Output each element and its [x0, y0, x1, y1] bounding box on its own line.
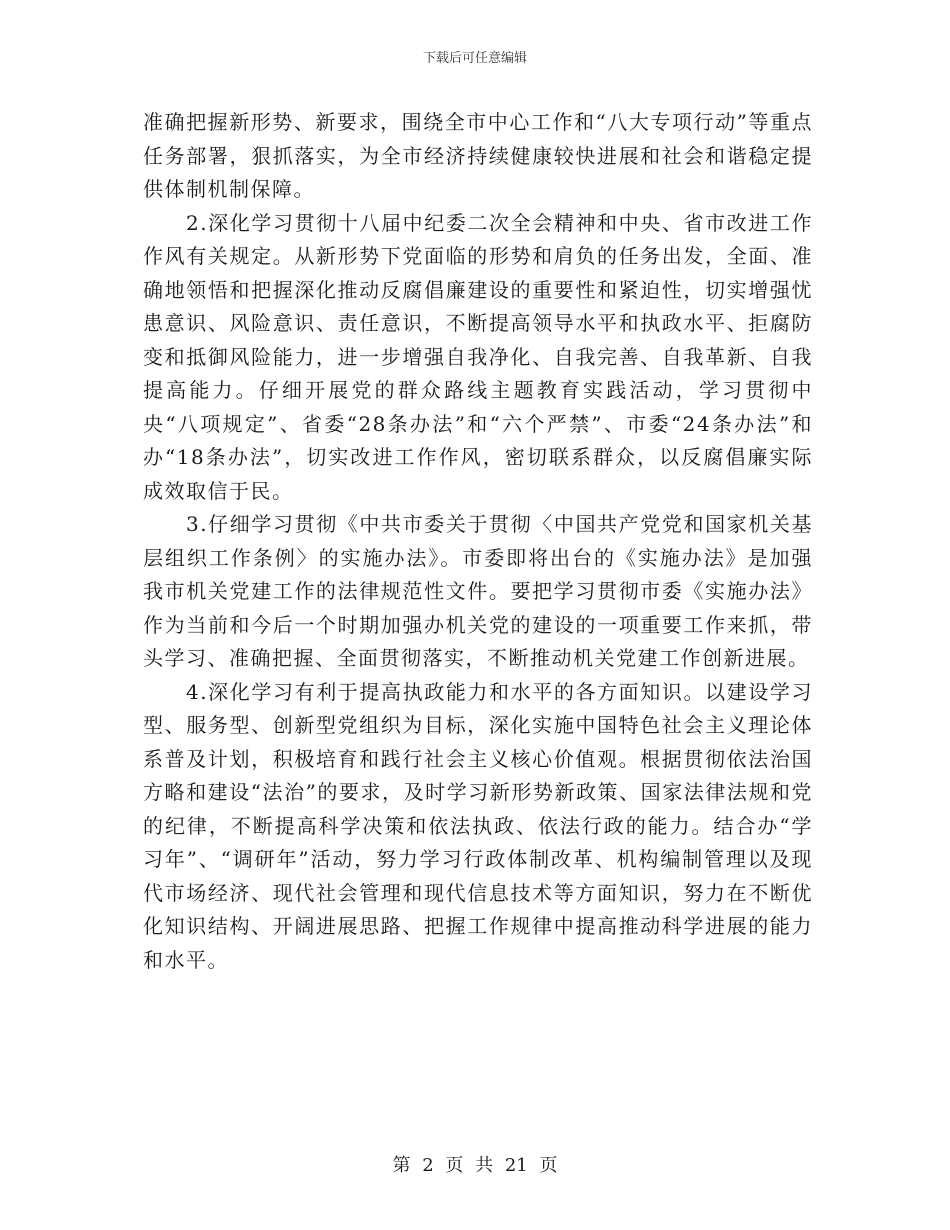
- paragraph-item-4: 4.深化学习有利于提高执政能力和水平的各方面知识。以建设学习型、服务型、创新型党组织为目标，深化实施中国特色社会主义理论体系普及计划，积极培育和践行社会主义核心价值观。根据贯彻依法治国方略和建设“法治”的要求，及时学习新形势新政策、国家法律法规和党的纪律，不断提高科学决策和依法执政、依法行政的能力。结合办“学习年”、“调研年”活动，努力学习行政体制改革、机构编制管理以及现代市场经济、现代社会管理和现代信息技术等方面知识，努力在不断优化知识结构、开阔进展思路、把握工作规律中提高推动科学进展的能力和水平。: [143, 679, 813, 972]
- paragraph-continuation: 准确把握新形势、新要求，围绕全市中心工作和“八大专项行动”等重点任务部署，狠抓落实，为全市经济持续健康较快进展和社会和谐稳定提供体制机制保障。: [143, 110, 813, 201]
- page-header-note: 下载后可任意编辑: [422, 51, 527, 66]
- page-number-footer: 第 2 页 共 21 页: [392, 1155, 558, 1176]
- paragraph-item-3: 3.仔细学习贯彻《中共市委关于贯彻〈中国共产党党和国家机关基层组织工作条例〉的实施办法》。市委即将出台的《实施办法》是加强我市机关党建工作的法律规范性文件。要把学习贯彻市委《实施办法》作为当前和今后一个时期加强办机关党的建设的一项重要工作来抓，带头学习、准确把握、全面贯彻落实，不断推动机关党建工作创新进展。: [143, 512, 813, 670]
- document-body: [143, 106, 813, 977]
- paragraph-item-2: 2.深化学习贯彻十八届中纪委二次全会精神和中央、省市改进工作作风有关规定。从新形势下党面临的形势和肩负的任务出发，全面、准确地领悟和把握深化推动反腐倡廉建设的重要性和紧迫性，切实增强忧患意识、风险意识、责任意识，不断提高领导水平和执政水平、拒腐防变和抵御风险能力，进一步增强自我净化、自我完善、自我革新、自我提高能力。仔细开展党的群众路线主题教育实践活动，学习贯彻中央“八项规定”、省委“28条办法”和“六个严禁”、市委“24条办法”和办“18条办法”，切实改进工作作风，密切联系群众，以反腐倡廉实际成效取信于民。: [143, 210, 813, 503]
